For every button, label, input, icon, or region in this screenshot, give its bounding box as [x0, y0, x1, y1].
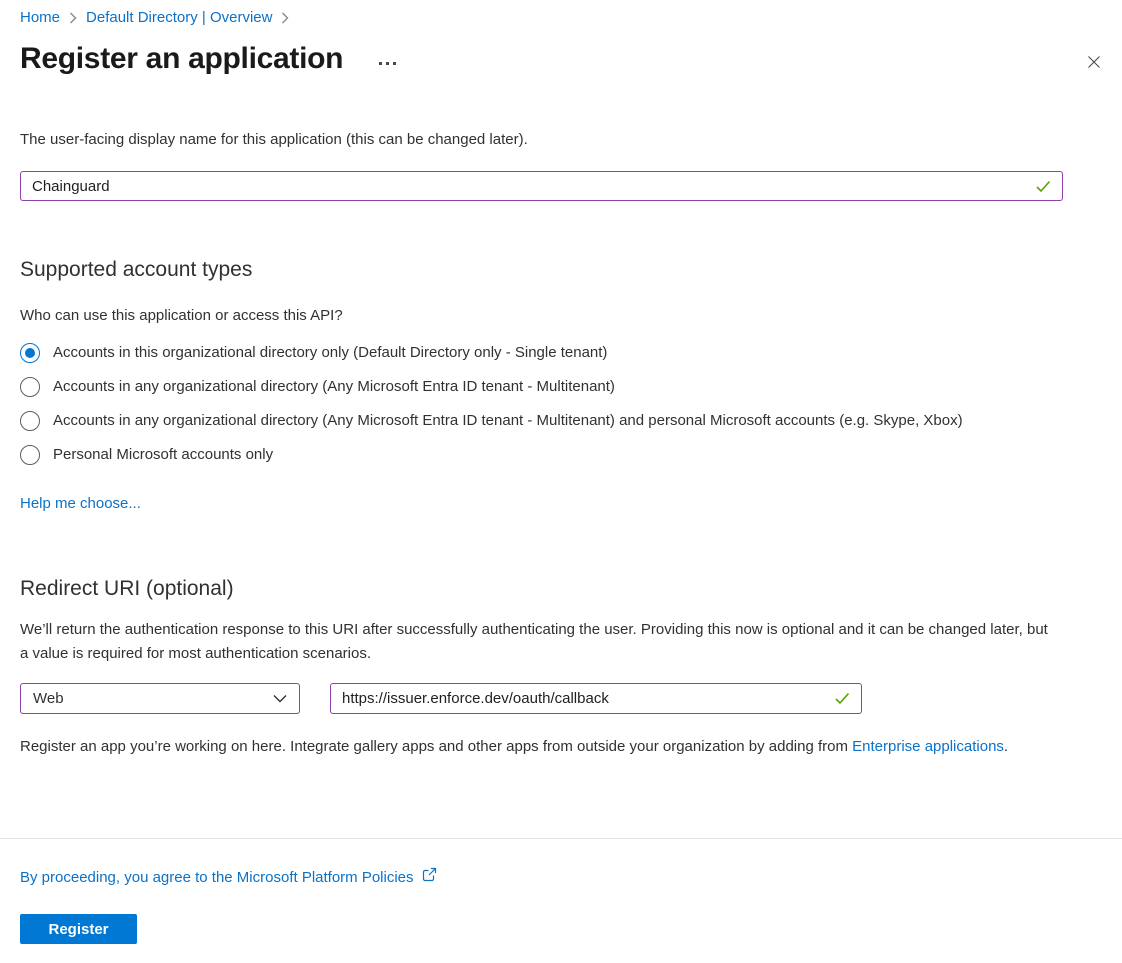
- account-types-radio-group: [20, 341, 1102, 467]
- redirect-uri-input[interactable]: [331, 684, 861, 713]
- chevron-down-icon: [273, 690, 287, 707]
- redirect-uri-field-wrap: [330, 683, 862, 714]
- note-period: .: [1003, 738, 1009, 755]
- display-name-field-wrap: [20, 171, 1063, 201]
- ellipsis-icon: [379, 62, 382, 65]
- radio-option-label: Accounts in this organizational directory only (Default Directory only - Single tenant): [53, 344, 608, 361]
- help-me-choose-link[interactable]: Help me choose...: [20, 495, 141, 512]
- note-text: Register an app you’re working on here. Integrate gallery apps and other apps from outside your organization by adding from: [20, 738, 853, 755]
- valid-checkmark-icon: [835, 692, 850, 709]
- radio-option-personal-only[interactable]: [20, 443, 1102, 467]
- radio-option-label: Accounts in any organizational directory (Any Microsoft Entra ID tenant - Multitenant) and personal Microsoft accounts (e.g. Skype, Xbox): [53, 412, 963, 429]
- redirect-uri-description: We’ll return the authentication response to this URI after successfully authenticating the user. Providing this now is optional and it can be changed later, but a value is required for most authentication scenarios.: [20, 621, 1048, 662]
- enterprise-applications-note: [20, 735, 1055, 759]
- blade-footer: [0, 838, 1122, 963]
- policy-link-text: By proceeding, you agree to the Microsoft Platform Policies: [20, 869, 414, 886]
- redirect-uri-heading: Redirect URI (optional): [20, 577, 234, 600]
- external-link-icon: [422, 867, 437, 889]
- chevron-right-icon: [69, 12, 77, 24]
- redirect-uri-row: [20, 683, 1102, 714]
- valid-checkmark-icon: [1036, 180, 1051, 197]
- more-options-button[interactable]: [375, 58, 400, 69]
- platform-policies-link[interactable]: [20, 867, 437, 889]
- radio-option-label: Accounts in any organizational directory (Any Microsoft Entra ID tenant - Multitenant): [53, 378, 615, 395]
- display-name-label: The user-facing display name for this application (this can be changed later).: [20, 131, 528, 148]
- radio-option-label: Personal Microsoft accounts only: [53, 446, 274, 463]
- display-name-input[interactable]: [21, 172, 1062, 200]
- page-title: Register an application: [20, 42, 344, 75]
- close-button[interactable]: [1082, 50, 1106, 77]
- radio-option-multitenant[interactable]: [20, 375, 1102, 399]
- radio-unselected-icon: [20, 445, 40, 465]
- register-button[interactable]: Register: [20, 914, 137, 944]
- radio-selected-icon: [20, 343, 40, 363]
- supported-account-types-heading: Supported account types: [20, 258, 253, 281]
- breadcrumb-home-link[interactable]: Home: [20, 9, 61, 26]
- enterprise-applications-link[interactable]: Enterprise applications: [852, 738, 1004, 755]
- radio-unselected-icon: [20, 377, 40, 397]
- platform-selected-value: Web: [33, 690, 64, 707]
- breadcrumb-directory-link[interactable]: Default Directory | Overview: [86, 9, 273, 26]
- radio-option-multitenant-personal[interactable]: [20, 409, 1102, 433]
- close-icon: [1086, 58, 1102, 73]
- radio-option-single-tenant[interactable]: [20, 341, 1102, 365]
- blade-header: [20, 38, 1102, 80]
- breadcrumb: [20, 0, 1102, 26]
- radio-unselected-icon: [20, 411, 40, 431]
- chevron-right-icon: [281, 12, 289, 24]
- platform-select-dropdown[interactable]: [20, 683, 300, 714]
- account-types-question: Who can use this application or access this API?: [20, 307, 343, 324]
